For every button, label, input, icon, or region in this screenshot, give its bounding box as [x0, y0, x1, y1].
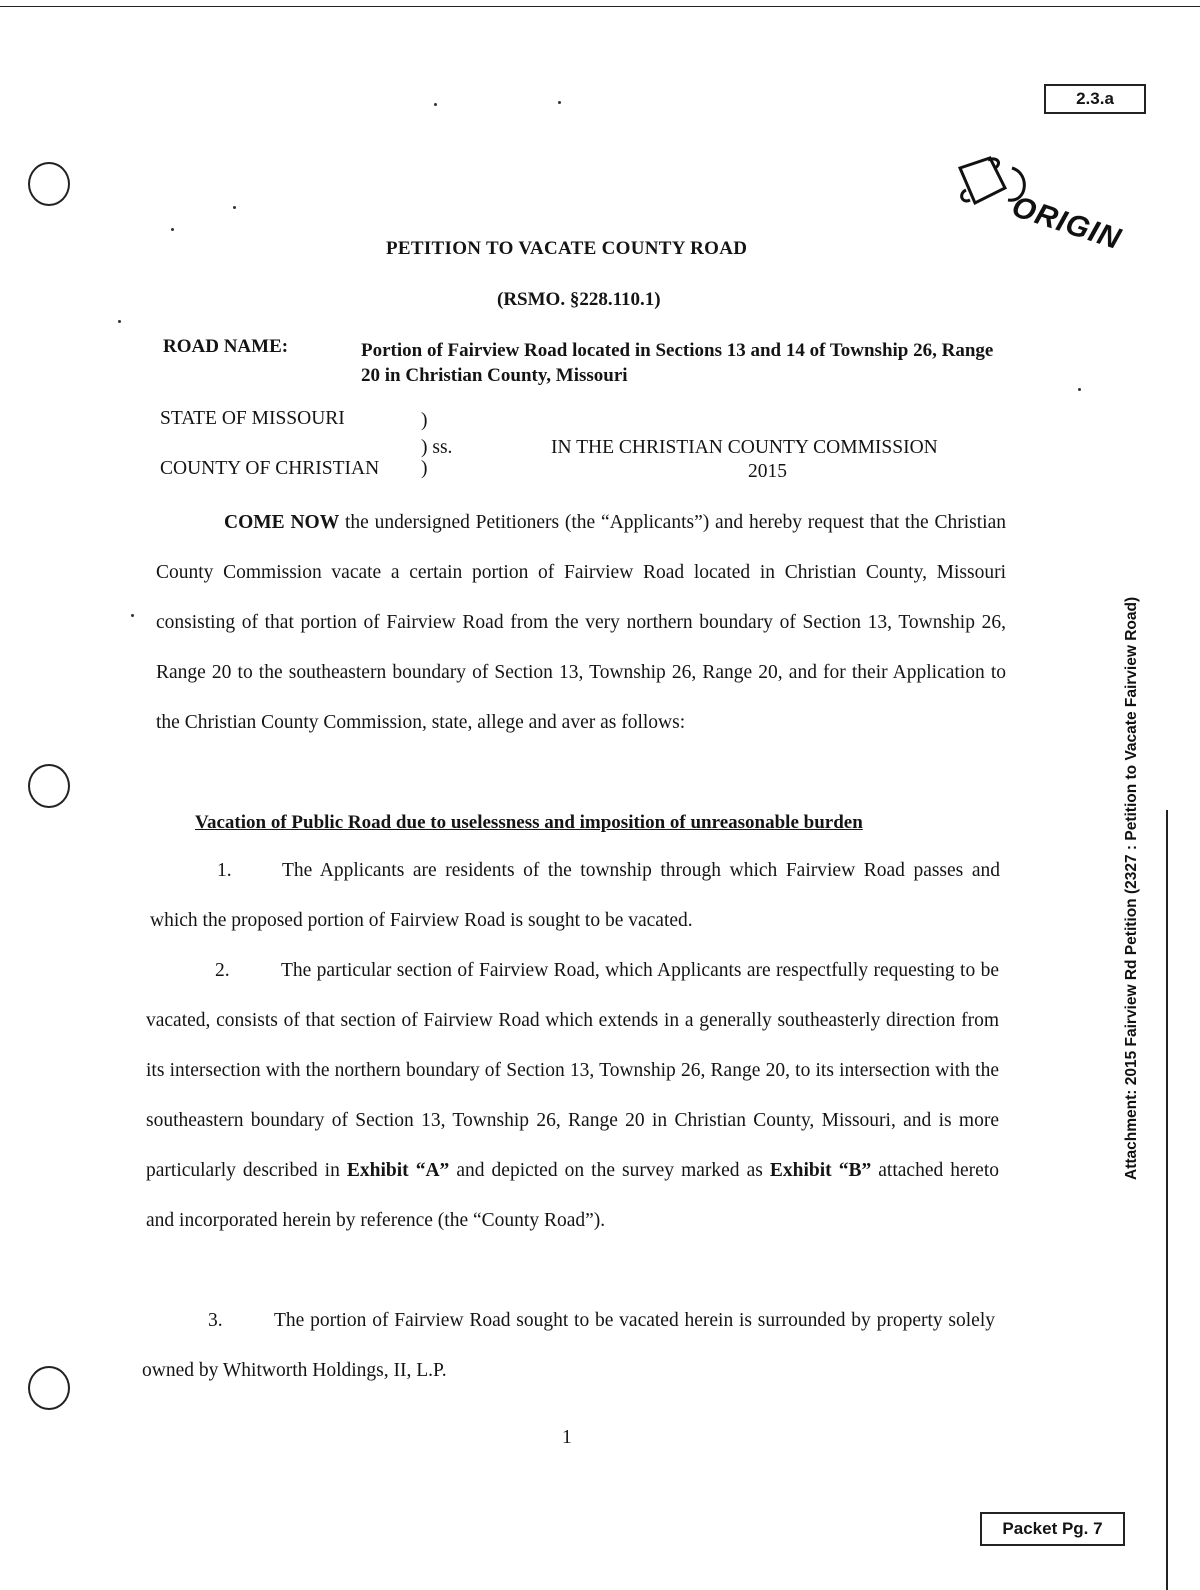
caption-ss: ) ss.	[421, 437, 453, 458]
exhibit-b-ref: Exhibit “B”	[769, 1160, 872, 1181]
paragraph-number: 2.	[215, 960, 230, 981]
original-stamp-text: ORIGIN	[1007, 190, 1126, 257]
punch-hole-top	[28, 162, 70, 206]
punch-hole-bottom	[28, 1366, 70, 1410]
paragraph-number: 3.	[208, 1310, 223, 1331]
paragraph-3-text: The portion of Fairview Road sought to be vacated herein is surrounded by property solely owned by Whitworth Holdings, II, L.P.	[142, 1310, 995, 1381]
exhibit-a-ref: Exhibit “A”	[346, 1160, 450, 1181]
scan-speck	[233, 206, 236, 209]
paragraph-2-text: attached hereto and incorporated herein by reference (the “County Road”).	[146, 1160, 999, 1231]
section-heading: Vacation of Public Road due to uselessness and imposition of unreasonable burden	[195, 812, 863, 833]
caption-paren: )	[421, 458, 428, 479]
top-edge-line	[0, 6, 1200, 7]
paragraph-1	[150, 846, 1000, 946]
intro-text: the undersigned Petitioners (the “Applicants”) and hereby request that the Christian County Commission vacate a certain portion of Fairview Road located in Christian County, Missouri consisting of that portion of Fairview Road from the very northern boundary of Section 13, Township 26, Range 20 to the southeastern boundary of Section 13, Township 26, Range 20, and for their Application to the Christian County Commission, state, allege and aver as follows:	[156, 512, 1006, 733]
side-rule	[1166, 810, 1168, 1590]
scan-speck	[131, 614, 134, 617]
caption-court: IN THE CHRISTIAN COUNTY COMMISSION	[551, 437, 938, 458]
intro-paragraph	[156, 498, 1006, 748]
intro-lead: COME NOW	[224, 512, 340, 533]
page-tag: 2.3.a	[1044, 84, 1146, 114]
packet-page-box: Packet Pg. 7	[980, 1512, 1125, 1546]
paragraph-2	[146, 946, 999, 1246]
paragraph-2-text: The particular section of Fairview Road, which Applicants are respectfully requesting to be vacated, consists of that section of Fairview Road which extends in a generally southeasterly direction from its intersection with the northern boundary of Section 13, Township 26, Range 20, to its intersection with the southeastern boundary of Section 13, Township 26, Range 20 in Christian County, Missouri, and is more particularly described in	[146, 960, 999, 1181]
document-title: PETITION TO VACATE COUNTY ROAD	[386, 238, 748, 259]
punch-hole-middle	[28, 764, 70, 808]
paragraph-number: 1.	[217, 860, 232, 881]
caption-county: COUNTY OF CHRISTIAN	[160, 458, 380, 479]
attachment-side-label: Attachment: 2015 Fairview Rd Petition (2327 : Petition to Vacate Fairview Road)	[1123, 596, 1140, 1180]
caption-state: STATE OF MISSOURI	[160, 408, 345, 429]
caption-year: 2015	[748, 461, 787, 482]
scan-speck	[1078, 388, 1081, 391]
caption-paren: )	[421, 410, 428, 431]
scan-speck	[118, 320, 121, 323]
scan-speck	[171, 228, 174, 231]
road-name-value: Portion of Fairview Road located in Sections 13 and 14 of Township 26, Range 20 in Christian County, Missouri	[361, 340, 994, 386]
paragraph-3	[142, 1296, 995, 1396]
paragraph-1-text: The Applicants are residents of the township through which Fairview Road passes and which the proposed portion of Fairview Road is sought to be vacated.	[150, 860, 1000, 931]
scan-speck	[558, 101, 561, 104]
statute-reference: (RSMO. §228.110.1)	[497, 289, 661, 310]
page-number: 1	[562, 1427, 572, 1448]
road-name-label: ROAD NAME:	[163, 336, 289, 357]
scan-speck	[434, 103, 437, 106]
paragraph-2-text: and depicted on the survey marked as	[449, 1160, 770, 1181]
